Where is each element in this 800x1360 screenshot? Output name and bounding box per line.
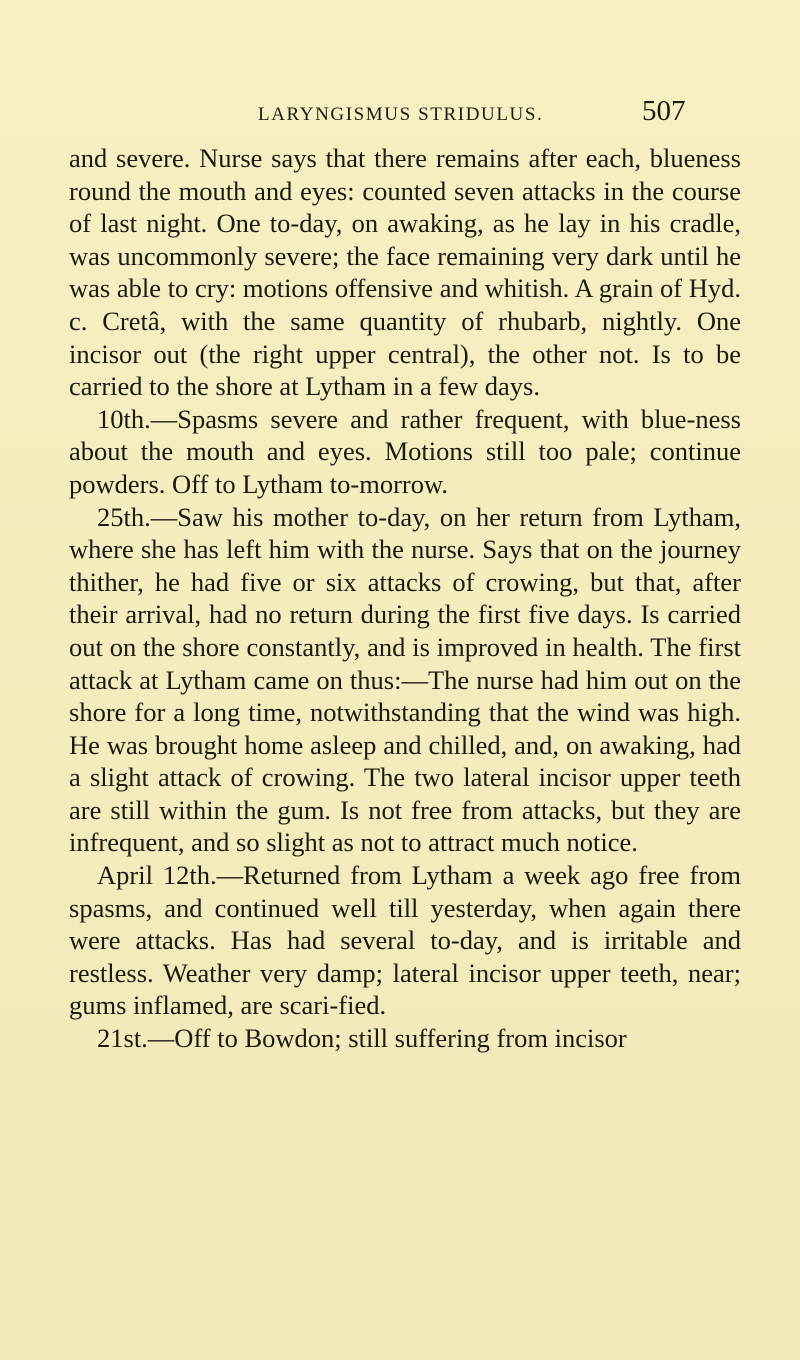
paragraph-april-12th: April 12th.—Returned from Lytham a week ago free from spasms, and continued well till yesterday, when again there were attacks. Has had several to-day, and is irritable and restless. Weather very damp; lateral incisor upper teeth, near; gums inflamed, are scari-fied.: [69, 860, 741, 1021]
paragraph-10th: 10th.—Spasms severe and rather frequent, with blue-ness about the mouth and eyes. Motions still too pale; continue powders. Off to Lytham to-morrow.: [69, 403, 741, 499]
paragraph-continuation: and severe. Nurse says that there remains after each, blueness round the mouth and eyes: counted seven attacks in the course of last night. One to-day, on awaking, as he lay in his cradle, was uncommonly severe; the face remaining very dark until he was able to cry: motions offensive and whitish. A grain of Hyd. c. Cretâ, with the same quantity of rhubarb, nightly. One incisor out (the right upper central), the other not. Is to be carried to the shore at Lytham in a few days.: [69, 143, 741, 402]
body-text: [69, 142, 741, 1055]
running-title: LARYNGISMUS STRIDULUS.: [258, 104, 544, 125]
page-number: 507: [642, 95, 686, 127]
paragraph-25th: 25th.—Saw his mother to-day, on her return from Lytham, where she has left him with the nurse. Says that on the journey thither, he had five or six attacks of crowing, but that, after their arrival, had no return during the first five days. Is carried out on the shore constantly, and is improved in health. The first attack at Lytham came on thus:—The nurse had him out on the shore for a long time, notwithstanding that the wind was high. He was brought home asleep and chilled, and, on awaking, had a slight attack of crowing. The two lateral incisor upper teeth are still within the gum. Is not free from attacks, but they are infrequent, and so slight as not to attract much notice.: [69, 501, 741, 858]
paragraph-21st: 21st.—Off to Bowdon; still suffering from incisor: [97, 1023, 627, 1054]
